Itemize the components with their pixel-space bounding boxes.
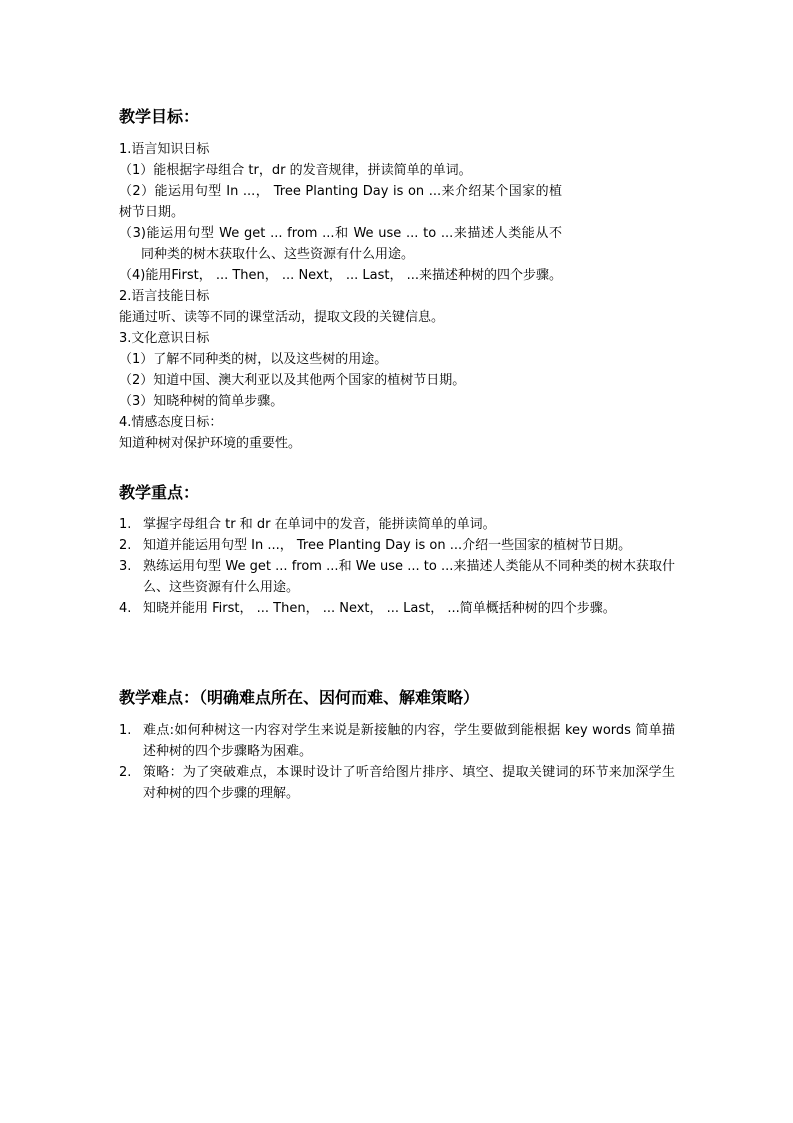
objectives-section bbox=[119, 106, 562, 454]
list-number: 4. bbox=[119, 601, 132, 616]
objective-line: （2）能运用句型 In ...， Tree Planting Day is on ...来介绍某个国家的植 bbox=[119, 184, 562, 199]
list-text: 难点:如何种树这一内容对学生来说是新接触的内容，学生要做到能根据 key words 简单描述种树的四个步骤略为困难。 bbox=[143, 723, 675, 759]
list-text: 策略：为了突破难点，本课时设计了听音给图片排序、填空、提取关键词的环节来加深学生对种树的四个步骤的理解。 bbox=[143, 765, 675, 801]
list-number: 3. bbox=[119, 559, 132, 574]
list-number: 1. bbox=[119, 517, 132, 532]
objective-line: 1.语言知识日标 bbox=[119, 142, 210, 157]
list-number: 2. bbox=[119, 765, 132, 780]
objective-line: （3）知晓种树的简单步骤。 bbox=[119, 394, 284, 409]
difficulties-heading: 教学难点：（明确难点所在、因何而难、解难策略） bbox=[119, 688, 480, 707]
list-item bbox=[119, 556, 675, 598]
objectives-heading: 教学目标： bbox=[119, 107, 200, 126]
list-item bbox=[119, 762, 675, 804]
list-text: 掌握字母组合 tr 和 dr 在单词中的发音，能拼读简单的单词。 bbox=[143, 517, 496, 532]
list-item bbox=[119, 535, 675, 556]
list-number: 1. bbox=[119, 723, 132, 738]
objective-line: （2）知道中国、澳大利亚以及其他两个国家的植树节日期。 bbox=[119, 373, 466, 388]
key-points-heading: 教学重点： bbox=[119, 483, 200, 502]
list-text: 知晓并能用 First， ... Then， ... Next， ... Last， ...简单概括种树的四个步骤。 bbox=[143, 601, 616, 616]
objective-line: 4.情感态度日标： bbox=[119, 415, 223, 430]
key-points-list bbox=[119, 514, 675, 619]
key-points-section bbox=[119, 482, 675, 619]
difficulties-section bbox=[119, 687, 675, 804]
objective-line: 2.语言技能日标 bbox=[119, 289, 210, 304]
objective-line: 树节日期。 bbox=[119, 205, 185, 220]
objective-line: 能通过听、读等不同的课堂活动，提取文段的关键信息。 bbox=[119, 310, 445, 325]
objective-line: 3.文化意识日标 bbox=[119, 331, 210, 346]
list-text: 熟练运用句型 We get ... from ...和 We use ... to ...来描述人类能从不同种类的树木获取什么、这些资源有什么用途。 bbox=[143, 559, 675, 595]
list-item bbox=[119, 720, 675, 762]
objectives-body bbox=[119, 139, 562, 454]
objective-line: （3)能运用句型 We get ... from ...和 We use ... to ...来描述人类能从不 bbox=[119, 226, 562, 241]
objective-line: （4)能用First， ... Then， ... Next， ... Last， ...来描述种树的四个步骤。 bbox=[119, 268, 562, 283]
list-item bbox=[119, 514, 675, 535]
list-text: 知道并能运用句型 In ...， Tree Planting Day is on ...介绍一些国家的植树节日期。 bbox=[143, 538, 632, 553]
objective-line: （1）能根据字母组合 tr，dr 的发音规律，拼读简单的单词。 bbox=[119, 163, 472, 178]
objective-line: 知道种树对保护环境的重要性。 bbox=[119, 436, 302, 451]
objective-line: 同种类的树木获取什么、这些资源有什么用途。 bbox=[141, 247, 415, 262]
difficulties-list bbox=[119, 720, 675, 804]
list-number: 2. bbox=[119, 538, 132, 553]
list-item bbox=[119, 598, 675, 619]
objective-line: （1）了解不同种类的树，以及这些树的用途。 bbox=[119, 352, 388, 367]
